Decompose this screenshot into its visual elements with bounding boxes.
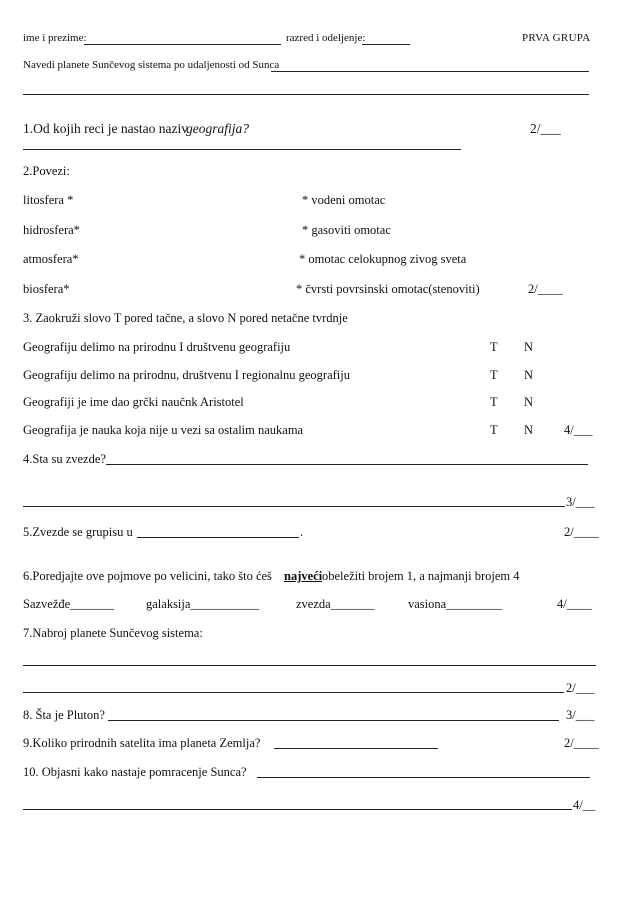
q4-answer-line[interactable] xyxy=(106,464,588,465)
q3-false-option[interactable]: N xyxy=(524,368,534,382)
q7-text: 7.Nabroj planete Sunčevog sistema: xyxy=(23,626,203,640)
q4-text: 4.Sta su zvezde? xyxy=(23,452,106,466)
q6-item-star[interactable]: zvezda_______ xyxy=(296,597,375,611)
q6-text-a: 6.Poredjajte ove pojmove po velicini, tako što ćeš xyxy=(23,569,272,583)
q1-text: 1.Od kojih reci je nastao naziv xyxy=(23,121,188,136)
q6-text-b: obeležiti brojem 1, a najmanji brojem 4 xyxy=(322,569,520,583)
q9-answer-line[interactable] xyxy=(274,748,438,749)
q9-points: 2/____ xyxy=(564,736,599,750)
q3-true-option[interactable]: T xyxy=(490,368,498,382)
q7-answer-line[interactable] xyxy=(23,665,596,666)
q3-statement: Geografiju delimo na prirodnu I društvenu geografiju xyxy=(23,340,291,354)
q10-answer-line[interactable] xyxy=(257,777,590,778)
q5-text: 5.Zvezde se grupisu u xyxy=(23,525,133,539)
q6-points: 4/____ xyxy=(557,597,592,611)
q4-points: 3/___ xyxy=(566,495,595,509)
q2-right-item[interactable]: * vodeni omotac xyxy=(302,193,386,207)
q6-item-universe[interactable]: vasiona_________ xyxy=(408,597,503,611)
q7-answer-line-2[interactable] xyxy=(23,692,564,693)
q1-points: 2/___ xyxy=(530,121,561,136)
name-label: ime i prezime: xyxy=(23,32,87,44)
q3-statement: Geografiju delimo na prirodnu, društvenu I regionalnu geografiju xyxy=(23,368,350,382)
q2-right-item[interactable]: * omotac celokupnog zivog sveta xyxy=(299,252,467,266)
q3-true-option[interactable]: T xyxy=(490,395,498,409)
class-answer-line[interactable] xyxy=(362,44,410,45)
q2-right-item[interactable]: * čvrsti povrsinski omotac(stenoviti) xyxy=(296,282,480,296)
q5-points: 2/____ xyxy=(564,525,599,539)
planets-order-answer-line-2[interactable] xyxy=(23,94,589,95)
q3-false-option[interactable]: N xyxy=(524,340,534,354)
q2-left-item[interactable]: hidrosfera* xyxy=(23,223,80,237)
q10-text: 10. Objasni kako nastaje pomracenje Sunca? xyxy=(23,765,247,779)
q3-false-option[interactable]: N xyxy=(524,395,534,409)
q5-answer-line[interactable] xyxy=(137,537,299,538)
q3-points: 4/___ xyxy=(564,423,593,437)
q3-true-option[interactable]: T xyxy=(490,340,498,354)
q6-item-galaxy[interactable]: galaksija___________ xyxy=(146,597,260,611)
q3-false-option[interactable]: N xyxy=(524,423,534,437)
q7-points: 2/___ xyxy=(566,681,595,695)
q3-statement: Geografiji je ime dao grčki naučnk Aristotel xyxy=(23,395,244,409)
name-answer-line[interactable] xyxy=(84,44,281,45)
q8-answer-line[interactable] xyxy=(108,720,559,721)
q2-left-item[interactable]: atmosfera* xyxy=(23,252,79,266)
q2-points: 2/____ xyxy=(528,282,563,296)
q1-term: geografija? xyxy=(186,121,249,136)
q2-left-item[interactable]: biosfera* xyxy=(23,282,70,296)
q3-title: 3. Zaokruži slovo T pored tačne, a slovo N pored netačne tvrdnje xyxy=(23,311,348,325)
group-label: PRVA GRUPA xyxy=(522,32,591,44)
q10-points: 4/__ xyxy=(573,798,596,812)
q3-statement: Geografija je nauka koja nije u vezi sa ostalim naukama xyxy=(23,423,304,437)
q8-text: 8. Šta je Pluton? xyxy=(23,708,105,722)
q2-left-item[interactable]: litosfera * xyxy=(23,193,74,207)
q2-title: 2.Povezi: xyxy=(23,164,70,178)
q6-emphasis: najveći xyxy=(284,569,323,583)
planets-order-answer-line[interactable] xyxy=(271,71,589,72)
q8-points: 3/___ xyxy=(566,708,595,722)
q4-answer-line-2[interactable] xyxy=(23,506,565,507)
q2-right-item[interactable]: * gasoviti omotac xyxy=(302,223,391,237)
q5-end: . xyxy=(300,525,304,539)
q1-answer-line[interactable] xyxy=(23,149,461,150)
q9-text: 9.Koliko prirodnih satelita ima planeta Zemlja? xyxy=(23,736,261,750)
q3-true-option[interactable]: T xyxy=(490,423,498,437)
planets-order-instruction: Navedi planete Sunčevog sistema po udaljenosti od Sunca xyxy=(23,59,280,71)
q10-answer-line-2[interactable] xyxy=(23,809,572,810)
q6-item-constellation[interactable]: Sazvežđe_______ xyxy=(23,597,114,611)
class-label: razred i odeljenje: xyxy=(286,32,366,44)
